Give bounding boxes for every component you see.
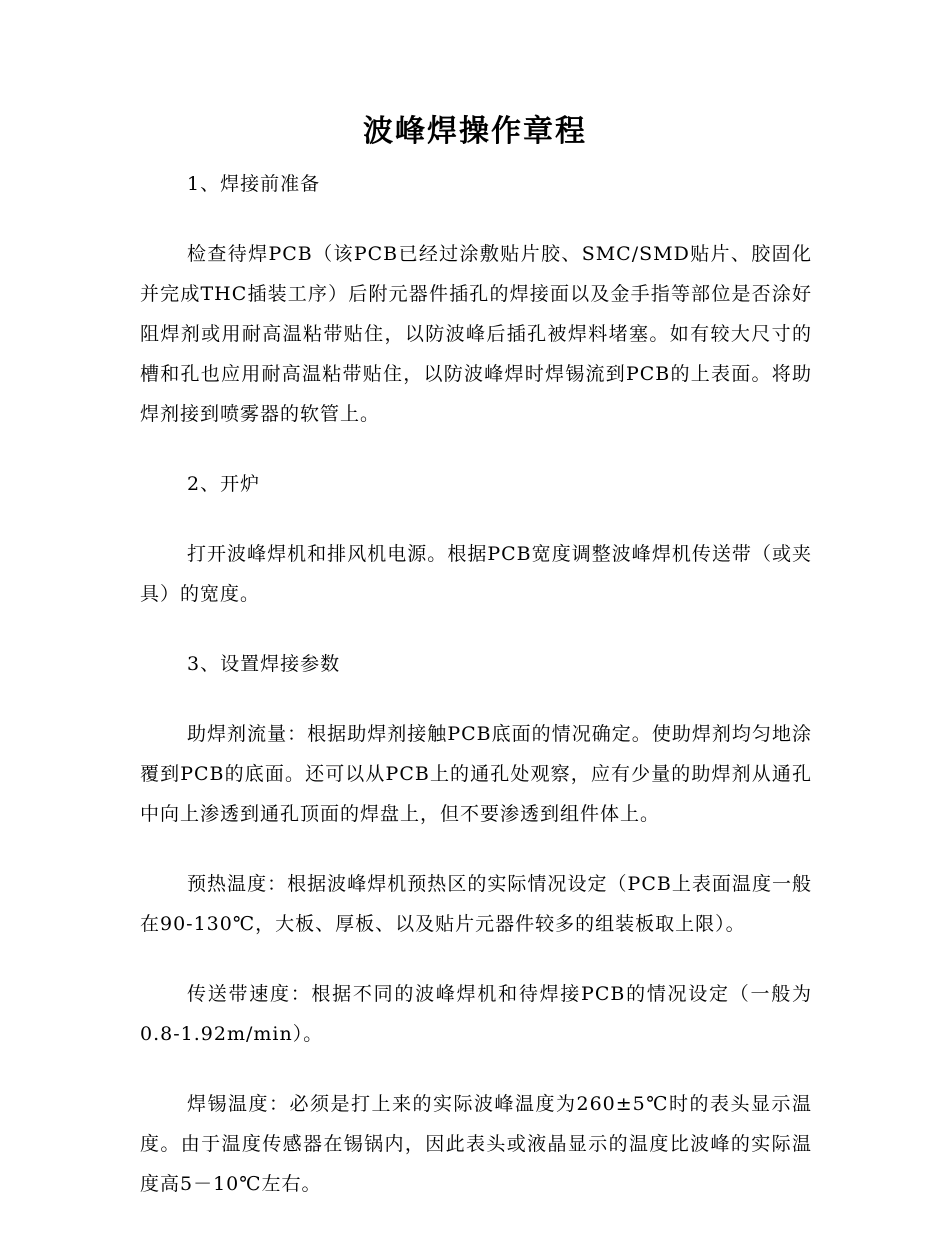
- section-preparation: [140, 164, 812, 434]
- paragraph-solder-temperature: 焊锡温度：必须是打上来的实际波峰温度为260±5℃时的表头显示温度。由于温度传感器在锡锅内，因此表头或液晶显示的温度比波峰的实际温度高5－10℃左右。: [140, 1093, 812, 1195]
- document-title: 波峰焊操作章程: [363, 114, 587, 149]
- paragraph: 打开波峰焊机和排风机电源。根据PCB宽度调整波峰焊机传送带（或夹具）的宽度。: [140, 543, 812, 605]
- paragraph-preheat-temperature: 预热温度：根据波峰焊机预热区的实际情况设定（PCB上表面温度一般在90-130℃，大板、厚板、以及贴片元器件较多的组装板取上限）。: [140, 873, 812, 935]
- section-start-furnace: [140, 464, 812, 614]
- section-heading: 2、开炉: [187, 473, 261, 495]
- section-heading: 1、焊接前准备: [187, 173, 321, 195]
- paragraph: 检查待焊PCB（该PCB已经过涂敷贴片胶、SMC/SMD贴片、胶固化并完成THC插装工序）后附元器件插孔的焊接面以及金手指等部位是否涂好阻焊剂或用耐高温粘带贴住，以防波峰后插孔被焊料堵塞。如有较大尺寸的槽和孔也应用耐高温粘带贴住，以防波峰焊时焊锡流到PCB的上表面。将助焊剂接到喷雾器的软管上。: [140, 243, 812, 425]
- section-heading: 3、设置焊接参数: [187, 653, 341, 675]
- section-set-parameters: [140, 644, 812, 1204]
- paragraph-flux-flow: 助焊剂流量：根据助焊剂接触PCB底面的情况确定。使助焊剂均匀地涂覆到PCB的底面。还可以从PCB上的通孔处观察，应有少量的助焊剂从通孔中向上渗透到通孔顶面的焊盘上，但不要渗透到组件体上。: [140, 723, 812, 825]
- paragraph-conveyor-speed: 传送带速度：根据不同的波峰焊机和待焊接PCB的情况设定（一般为0.8-1.92m/min）。: [140, 983, 812, 1045]
- document-body: [140, 164, 812, 1234]
